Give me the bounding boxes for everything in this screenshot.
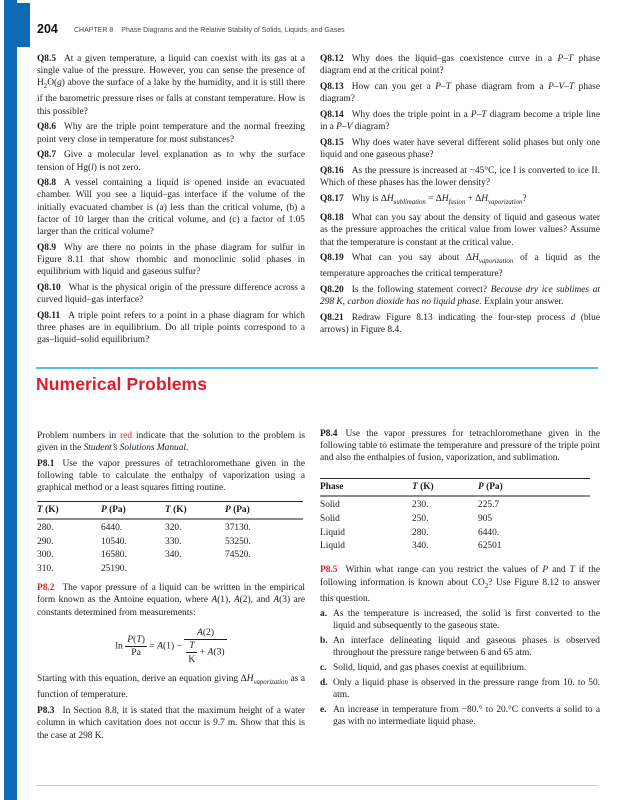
- numerical-intro: Problem numbers in red indicate that the solution to the problem is given in the Student’s Solutions Manual.: [37, 431, 305, 454]
- question-number: Q8.7: [37, 150, 57, 161]
- question-q8-9: [37, 242, 305, 279]
- problem-p8-4: [320, 428, 600, 465]
- question-number: Q8.18: [320, 213, 344, 224]
- question-text: Give a molecular level explanation as to why the surface tension of Hg(l) is not zero.: [37, 150, 305, 173]
- table-cell: 300.: [37, 550, 54, 561]
- question-q8-10: [37, 282, 305, 306]
- table-cell: 340.: [165, 550, 182, 561]
- question-number: Q8.11: [37, 310, 61, 321]
- table-header-cell: T (K): [37, 501, 101, 519]
- table-cell: 25190.: [101, 564, 127, 575]
- table-cell: 230.: [412, 499, 429, 510]
- questions-left-column: [37, 53, 305, 350]
- problem-p8-1: [37, 458, 305, 495]
- question-text: What can you say about $\Delta H_{vaporization}$ of a liquid as the temperature approaches the critical temperature?: [320, 253, 600, 280]
- table-cell: 905: [478, 513, 493, 524]
- question-number: Q8.16: [320, 165, 344, 176]
- table-cell: 6440.: [478, 527, 500, 538]
- problem-number: P8.3: [37, 706, 55, 717]
- table-cell: 225.7: [478, 499, 500, 510]
- table-header-cell: T (K): [412, 478, 478, 496]
- question-text: Why does water have several different solid phases but only one liquid and one gaseous phase?: [320, 137, 600, 160]
- item-text: Solid, liquid, and gas phases coexist at equilibrium.: [333, 663, 527, 674]
- item-text: As the temperature is increased, the solid is first converted to the liquid and subsequently to the gaseous state.: [333, 609, 600, 632]
- table-cell: 6440.: [101, 522, 123, 533]
- numerical-problems-heading: Numerical Problems: [36, 374, 208, 394]
- item-label: a.: [320, 609, 328, 620]
- question-number: Q8.14: [320, 109, 344, 120]
- question-q8-20: [320, 284, 600, 308]
- table-row: [320, 511, 590, 525]
- table-row: [320, 539, 590, 553]
- question-text: Why are the triple point temperature and the normal freezing point very close in temperature for most substances?: [37, 122, 305, 145]
- question-number: Q8.8: [37, 178, 57, 189]
- problem-p8-2: [37, 582, 305, 619]
- question-q8-13: [320, 81, 600, 105]
- table-cell: 310.: [37, 564, 54, 575]
- table-row: [320, 525, 590, 539]
- question-text: Why does the triple point in a P–T diagram become a triple line in a P–V diagram?: [320, 109, 601, 133]
- question-number: Q8.9: [37, 242, 57, 253]
- problem-number: P8.4: [320, 429, 338, 439]
- chapter-label: CHAPTER 8: [74, 27, 114, 34]
- table-row: [37, 548, 303, 562]
- problem-p8-3: [37, 705, 305, 742]
- question-number: Q8.10: [37, 282, 61, 293]
- question-text: A vessel containing a liquid is opened inside an evacuated chamber. Will you see a liquid–gas interface if the volume of the initially evacuated chamber is (a) less than the critical volume, (b) a factor of 10 larger than the critical volume, and (c) a factor of 1.05 larger than the critical volume?: [37, 178, 305, 238]
- table-cell: 330.: [165, 536, 182, 547]
- item-text: An increase in temperature from −80.° to 20.°C converts a solid to a gas with no intermediate liquid phase.: [333, 704, 600, 727]
- table-cell: 320.: [165, 522, 182, 533]
- table-cell: [225, 561, 303, 575]
- table-cell: 10540.: [101, 536, 127, 547]
- top-left-corner-tab: [9, 3, 30, 47]
- question-number: Q8.6: [37, 122, 57, 133]
- vapor-pressure-table-p8-4: [320, 478, 590, 553]
- question-q8-5: [37, 53, 305, 118]
- table-cell: Liquid: [320, 541, 345, 552]
- problem-text: Use the vapor pressures for tetrachloromethane given in the following table to estimate the temperature and pressure of the triple point and also the enthalpies of fusion, vaporization, and sublimation.: [320, 429, 600, 464]
- question-text: Is the following statement correct? Because dry ice sublimes at 298 K, carbon dioxide has no liquid phase. Explain your answer.: [320, 285, 600, 308]
- question-q8-21: [320, 312, 600, 336]
- question-q8-8: [37, 177, 305, 238]
- question-q8-7: [37, 149, 305, 173]
- question-number: Q8.20: [320, 285, 344, 295]
- problem-number: P8.1: [37, 458, 55, 469]
- table-row: [37, 519, 303, 534]
- problem-number-red: P8.2: [37, 583, 55, 594]
- item-text: An interface delineating liquid and gaseous phases is observed throughout the pressure range between 6 and 65 atm.: [333, 636, 600, 659]
- left-edge-blue-bar: [4, 0, 17, 800]
- p8-5-item-e: [320, 704, 600, 728]
- chapter-title: Phase Diagrams and the Relative Stability of Solids, Liquids, and Gases: [121, 27, 345, 34]
- table-cell: 37130.: [225, 522, 251, 533]
- table-cell: [165, 561, 225, 575]
- problem-text: Within what range can you restrict the values of P and T if the following information is known about $CO_2$? Use Figure 8.12 to answer this question.: [320, 565, 600, 604]
- question-q8-16: [320, 165, 600, 189]
- item-label: d.: [320, 677, 328, 688]
- question-text: Why does the liquid–gas coexistence curve in a P–T phase diagram end at the critical point?: [320, 54, 600, 77]
- vapor-pressure-table-p8-1: [37, 501, 303, 576]
- running-head: [74, 27, 345, 34]
- question-number: Q8.15: [320, 137, 344, 148]
- p8-5-item-a: [320, 608, 600, 632]
- question-text: What can you say about the density of liquid and gaseous water as the pressure approaches the critical value from lower values? Assume that the temperature is constant at the critical value.: [320, 213, 600, 248]
- table-row: [37, 534, 303, 548]
- section-divider-rule: [36, 367, 598, 369]
- question-text: What is the physical origin of the pressure difference across a curved liquid–gas interface?: [37, 282, 305, 306]
- p8-5-item-c: [320, 662, 600, 674]
- antoine-equation: ln $\frac{P(T)}{Pa}$ = A(1) − A(2) $\frac{T}{K}$ + A(3): [115, 626, 225, 665]
- item-label: c.: [320, 663, 327, 674]
- question-number: Q8.5: [37, 54, 57, 64]
- questions-right-column: [320, 53, 600, 340]
- table-cell: 250.: [412, 513, 429, 524]
- table-header-cell: Phase: [320, 478, 412, 496]
- question-text: As the pressure is increased at −45°C, ice I is converted to ice II. Which of these phases has the lower density?: [320, 165, 600, 188]
- question-q8-19: [320, 252, 600, 280]
- question-number: Q8.21: [320, 312, 344, 323]
- problem-text: Use the vapor pressures of tetrachloromethane given in the following table to calculate the enthalpy of vaporization using a graphical method or a least squares fitting routine.: [37, 458, 305, 494]
- problem-text: In Section 8.8, it is stated that the maximum height of a water column in which cavitation does not occur is 9.7 m. Show that this is the case at 298 K.: [37, 706, 305, 741]
- question-q8-14: [320, 109, 600, 133]
- table-cell: 16580.: [101, 550, 127, 561]
- question-text: How can you get a P–T phase diagram from a P–V–T phase diagram?: [320, 81, 600, 105]
- problem-p8-2-continuation: Starting with this equation, derive an equation giving $\Delta H_{vaporization}$ as a function of temperature.: [37, 674, 305, 701]
- question-number: Q8.19: [320, 253, 344, 264]
- page-number: 204: [37, 22, 58, 36]
- table-cell: Solid: [320, 499, 340, 510]
- table-cell: 62501: [478, 541, 502, 552]
- page-bottom-rule: [36, 785, 598, 786]
- question-text: Why are there no points in the phase diagram for sulfur in Figure 8.11 that show rhombic and monoclinic solid phases in equilibrium with liquid and gaseous sulfur?: [37, 242, 305, 278]
- table-header-cell: P (Pa): [225, 501, 303, 519]
- table-header-cell: T (K): [165, 501, 225, 519]
- problem-p8-5: [320, 564, 600, 604]
- table-row: [320, 496, 590, 511]
- question-text: Redraw Figure 8.13 indicating the four-step process d (blue arrows) in Figure 8.4.: [320, 312, 600, 336]
- table-header-cell: P (Pa): [478, 478, 590, 496]
- question-q8-6: [37, 121, 305, 145]
- table-header-row: [320, 478, 590, 496]
- table-header-cell: P (Pa): [101, 501, 165, 519]
- table-cell: 280.: [412, 527, 429, 538]
- question-q8-18: [320, 212, 600, 249]
- table-row: [37, 561, 303, 575]
- problem-text: The vapor pressure of a liquid can be written in the empirical form known as the Antoine equation, where A(1), A(2), and A(3) are constants determined from measurements:: [37, 583, 305, 618]
- question-number: Q8.12: [320, 54, 344, 64]
- question-q8-11: [37, 310, 305, 347]
- question-q8-15: [320, 137, 600, 161]
- table-cell: 53250.: [225, 536, 251, 547]
- item-text: Only a liquid phase is observed in the pressure range from 10. to 50. atm.: [333, 677, 600, 700]
- question-number: Q8.13: [320, 81, 344, 92]
- table-cell: 280.: [37, 522, 54, 533]
- question-q8-17: [320, 193, 600, 209]
- item-label: b.: [320, 636, 328, 647]
- table-header-row: [37, 501, 303, 519]
- table-cell: 290.: [37, 536, 54, 547]
- numerical-right-column: [320, 428, 600, 731]
- problem-number-red: P8.5: [320, 565, 338, 576]
- numerical-left-column: [37, 430, 305, 745]
- question-text: A triple point refers to a point in a phase diagram for which three phases are in equilibrium. Do all triple points correspond to a gas–liquid–solid equilibrium?: [37, 310, 305, 346]
- table-cell: Liquid: [320, 527, 345, 538]
- question-number: Q8.17: [320, 193, 344, 204]
- p8-5-item-d: [320, 677, 600, 701]
- table-cell: 340.: [412, 541, 429, 552]
- item-label: e.: [320, 704, 327, 715]
- table-cell: Solid: [320, 513, 340, 524]
- table-cell: 74520.: [225, 550, 251, 561]
- question-text: Why is $\Delta H_{sublimation} = \Delta H_{fusion} + \Delta H_{vaporization}$?: [351, 193, 527, 206]
- question-q8-12: [320, 53, 600, 77]
- p8-5-item-b: [320, 635, 600, 659]
- question-text: At a given temperature, a liquid can coexist with its gas at a single value of the pressure. However, you can sense the presence of $H_2O(g)$ above the surface of a lake by the humidity, and it is still there if the barometric pressure rises or falls at constant temperature. How is this possible?: [37, 54, 305, 117]
